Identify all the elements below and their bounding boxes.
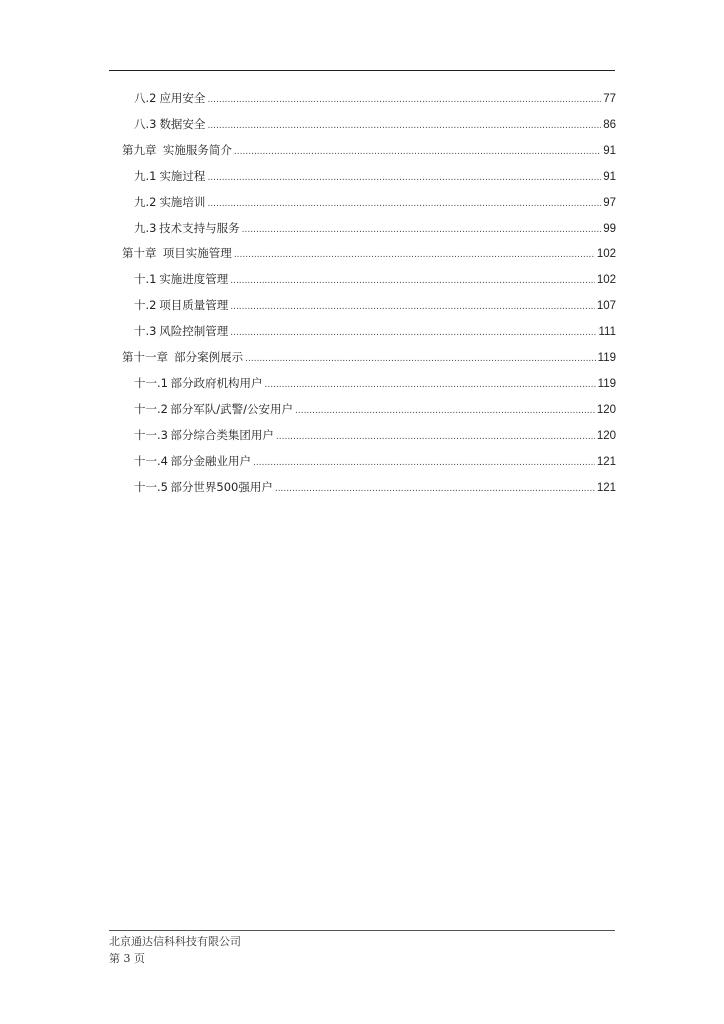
toc-entry-page-number: 121 (596, 481, 616, 494)
toc-dot-leader (264, 375, 595, 395)
toc-dot-leader (234, 142, 601, 162)
footer-company-name: 北京通达信科科技有限公司 (109, 935, 241, 948)
toc-entry-title: 项目质量管理 (159, 298, 229, 313)
toc-entry-title: 部分军队/武警/公安用户 (170, 401, 293, 416)
toc-entry-page-number: 119 (597, 352, 616, 364)
toc-dot-leader (234, 245, 595, 265)
toc-entry-number: 十一.1 (134, 375, 168, 390)
toc-entry[interactable] (134, 295, 616, 315)
toc-entry[interactable] (134, 166, 616, 186)
toc-dot-leader (207, 194, 601, 214)
toc-dot-leader (276, 427, 595, 447)
toc-dot-leader (207, 168, 601, 188)
toc-entry[interactable] (134, 451, 616, 471)
toc-entry[interactable] (134, 88, 616, 108)
toc-entry-page-number: 97 (603, 196, 616, 209)
toc-entry-page-number: 102 (596, 248, 616, 261)
toc-entry[interactable] (134, 192, 616, 212)
toc-entry[interactable] (134, 269, 616, 289)
toc-entry[interactable] (122, 140, 616, 160)
toc-entry-number: 九.1 (134, 168, 157, 183)
toc-entry-number: 第九章 (122, 142, 157, 157)
toc-dot-leader (207, 116, 601, 136)
toc-entry[interactable] (122, 347, 616, 367)
footer-page-number: 第 3 页 (109, 952, 145, 965)
toc-dot-leader (295, 401, 595, 421)
toc-entry-number: 九.3 (134, 220, 157, 235)
toc-entry[interactable] (122, 243, 616, 263)
toc-dot-leader (230, 297, 595, 317)
toc-entry-title: 实施培训 (159, 194, 206, 209)
toc-entry-number: 十一.5 (134, 479, 168, 494)
toc-entry-number: 九.2 (134, 194, 157, 209)
toc-entry[interactable] (134, 321, 616, 341)
toc-entry[interactable] (134, 477, 616, 497)
toc-entry-number: 第十章 (122, 246, 157, 261)
toc-dot-leader (242, 220, 602, 240)
toc-dot-leader (245, 349, 596, 369)
toc-entry[interactable] (134, 114, 616, 134)
toc-dot-leader (230, 323, 596, 343)
toc-entry-page-number: 120 (596, 429, 616, 442)
toc-entry-title: 部分世界500强用户 (170, 479, 273, 494)
toc-entry-title: 项目实施管理 (162, 246, 232, 261)
toc-entry-page-number: 77 (603, 93, 616, 105)
toc-entry-title: 部分政府机构用户 (170, 375, 263, 390)
toc-entry-title: 实施过程 (159, 168, 206, 183)
toc-entry-page-number: 119 (597, 377, 616, 390)
toc-entry-number: 十.3 (134, 324, 157, 339)
toc-entry-page-number: 111 (598, 326, 616, 339)
toc-entry-page-number: 121 (596, 455, 616, 468)
toc-entry[interactable] (134, 373, 616, 393)
toc-entry-number: 第十一章 (122, 350, 168, 364)
toc-dot-leader (230, 271, 595, 291)
toc-entry[interactable] (134, 218, 616, 238)
toc-entry-page-number: 86 (603, 118, 616, 131)
toc-entry-title: 部分金融业用户 (170, 453, 252, 468)
toc-entry-page-number: 107 (596, 300, 616, 313)
toc-entry-title: 实施服务简介 (162, 142, 232, 157)
toc-dot-leader (275, 479, 595, 499)
toc-entry-title: 技术支持与服务 (159, 220, 240, 235)
toc-entry-page-number: 91 (603, 170, 616, 183)
toc-entry-page-number: 120 (596, 403, 616, 416)
toc-entry-title: 部分综合类集团用户 (170, 427, 274, 442)
toc-entry[interactable] (134, 399, 616, 419)
toc-entry-title: 数据安全 (159, 116, 206, 131)
toc-entry-page-number: 102 (596, 274, 616, 287)
toc-dot-leader (207, 90, 601, 110)
toc-entry-number: 十一.4 (134, 453, 168, 468)
toc-entry-title: 部分案例展示 (174, 350, 244, 364)
toc-entry-number: 十一.2 (134, 401, 168, 416)
toc-dot-leader (253, 453, 595, 473)
toc-entry-page-number: 99 (603, 222, 616, 235)
header-rule (109, 70, 615, 71)
toc-entry-number: 十一.3 (134, 427, 168, 442)
toc-entry-title: 应用安全 (159, 91, 206, 105)
toc-entry-number: 十.1 (134, 272, 157, 287)
toc-entry-title: 风险控制管理 (159, 324, 229, 339)
footer-rule (109, 930, 615, 931)
toc-entry-number: 十.2 (134, 298, 157, 313)
toc-entry-page-number: 91 (603, 144, 616, 157)
toc-entry[interactable] (134, 425, 616, 445)
toc-entry-number: 八.3 (134, 116, 157, 131)
toc-entry-number: 八.2 (134, 91, 157, 105)
toc-entry-title: 实施进度管理 (159, 272, 229, 287)
